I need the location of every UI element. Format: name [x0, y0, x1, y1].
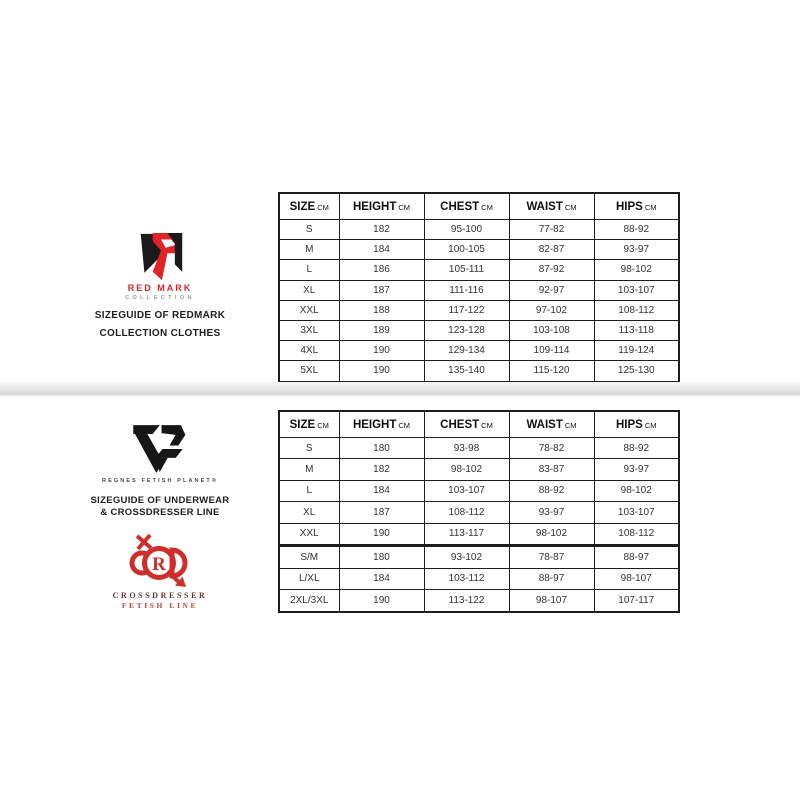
size-label-cell: 4XL [279, 341, 339, 361]
size-label-cell: XL [279, 280, 339, 300]
measurement-cell: 92-97 [509, 280, 594, 300]
measurement-cell: 188 [339, 300, 424, 320]
regnes-fetish-planet-logo-icon [127, 419, 189, 479]
column-header-label: HEIGHT [352, 200, 397, 213]
page-shadow-divider [0, 382, 800, 398]
measurement-cell: 103-107 [424, 480, 509, 501]
size-label-cell: M [279, 459, 339, 480]
size-label-cell: 3XL [279, 320, 339, 340]
column-header-label: WAIST [526, 418, 563, 431]
column-header-unit: CM [481, 420, 493, 430]
column-header-unit: CM [481, 202, 493, 212]
caption-line: & CROSSDRESSER LINE [100, 506, 220, 518]
column-header-unit: CM [398, 420, 411, 430]
measurement-cell: 78-87 [509, 546, 594, 568]
table-row [279, 280, 679, 300]
measurement-cell: 103-108 [509, 320, 594, 340]
measurement-cell: 117-122 [424, 300, 509, 320]
column-header-label: SIZE [289, 418, 316, 431]
measurement-cell: 93-98 [424, 438, 509, 459]
column-header [594, 193, 679, 220]
size-label-cell: S/M [279, 546, 339, 568]
measurement-cell: 88-97 [594, 546, 679, 568]
table-row [279, 590, 679, 612]
underwear-sizeguide-caption [40, 495, 280, 518]
measurement-cell: 184 [339, 240, 424, 260]
redmark-size-table [278, 192, 680, 383]
measurement-cell: 87-92 [509, 260, 594, 280]
measurement-cell: 108-112 [594, 300, 679, 320]
size-label-cell: M [279, 240, 339, 260]
measurement-cell: 190 [339, 523, 424, 545]
table-row [279, 459, 679, 480]
column-header [509, 193, 594, 220]
table-row [279, 438, 679, 459]
table-row [279, 361, 679, 382]
measurement-cell: 93-102 [424, 546, 509, 568]
table-row [279, 523, 679, 545]
table-row [279, 260, 679, 280]
measurement-cell: 98-102 [594, 260, 679, 280]
redmark-sizeguide-caption [40, 307, 280, 342]
regnes-wordmark: REGNES FETISH PLANET® [102, 478, 218, 484]
measurement-cell: 93-97 [594, 459, 679, 480]
measurement-cell: 186 [339, 260, 424, 280]
measurement-cell: 109-114 [509, 341, 594, 361]
column-header-label: CHEST [440, 200, 480, 213]
fetish-line-wordmark: FETISH LINE [121, 600, 199, 610]
column-header [424, 193, 509, 220]
measurement-cell: 77-82 [509, 220, 594, 240]
measurement-cell: 182 [339, 220, 424, 240]
table-row [279, 502, 679, 523]
measurement-cell: 187 [339, 280, 424, 300]
size-label-cell: S [279, 220, 339, 240]
measurement-cell: 182 [339, 459, 424, 480]
measurement-cell: 184 [339, 480, 424, 501]
column-header-unit: CM [398, 202, 411, 212]
measurement-cell: 98-102 [594, 480, 679, 501]
column-header-label: SIZE [289, 200, 316, 213]
table-row [279, 568, 679, 590]
measurement-cell: 111-116 [424, 280, 509, 300]
header-row [279, 193, 679, 220]
size-label-cell: 2XL/3XL [279, 590, 339, 612]
measurement-cell: 88-92 [594, 438, 679, 459]
column-header-label: HIPS [615, 418, 643, 431]
measurement-cell: 123-128 [424, 320, 509, 340]
column-header-unit: CM [644, 420, 657, 430]
measurement-cell: 93-97 [509, 502, 594, 523]
column-header-label: CHEST [440, 418, 480, 431]
measurement-cell: 83-87 [509, 459, 594, 480]
measurement-cell: 98-102 [424, 459, 509, 480]
crd-monogram-letter: R [152, 554, 166, 575]
column-header [509, 411, 594, 438]
measurement-cell: 103-112 [424, 568, 509, 590]
measurement-cell: 82-87 [509, 240, 594, 260]
measurement-cell: 190 [339, 341, 424, 361]
measurement-cell: 108-112 [594, 523, 679, 545]
redmark-wordmark-sub: COLLECTION [125, 294, 195, 301]
column-header [339, 193, 424, 220]
caption-line: COLLECTION CLOTHES [99, 327, 221, 339]
column-header [279, 411, 339, 438]
measurement-cell: 98-107 [509, 590, 594, 612]
measurement-cell: 88-97 [509, 568, 594, 590]
size-label-cell: 5XL [279, 361, 339, 382]
column-header-unit: CM [644, 202, 657, 212]
measurement-cell: 190 [339, 590, 424, 612]
column-header-label: HEIGHT [352, 418, 397, 431]
measurement-cell: 93-97 [594, 240, 679, 260]
table-row [279, 220, 679, 240]
table-row [279, 300, 679, 320]
size-label-cell: L/XL [279, 568, 339, 590]
table-row [279, 546, 679, 568]
measurement-cell: 125-130 [594, 361, 679, 382]
table-row [279, 320, 679, 340]
crossdresser-size-table [278, 545, 680, 613]
measurement-cell: 129-134 [424, 341, 509, 361]
size-label-cell: S [279, 438, 339, 459]
measurement-cell: 98-107 [594, 568, 679, 590]
column-header-unit: CM [564, 202, 577, 212]
red-mark-logo-icon [137, 229, 185, 285]
underwear-size-table [278, 410, 680, 546]
measurement-cell: 187 [339, 502, 424, 523]
column-header-label: WAIST [526, 200, 563, 213]
measurement-cell: 119-124 [594, 341, 679, 361]
table-row [279, 341, 679, 361]
table-row [279, 240, 679, 260]
column-header [424, 411, 509, 438]
column-header [339, 411, 424, 438]
measurement-cell: 180 [339, 438, 424, 459]
measurement-cell: 88-92 [509, 480, 594, 501]
measurement-cell: 78-82 [509, 438, 594, 459]
measurement-cell: 108-112 [424, 502, 509, 523]
column-header-unit: CM [564, 420, 577, 430]
size-label-cell: L [279, 260, 339, 280]
measurement-cell: 184 [339, 568, 424, 590]
measurement-cell: 105-111 [424, 260, 509, 280]
table-row [279, 480, 679, 501]
caption-line: SIZEGUIDE OF UNDERWEAR [90, 495, 230, 506]
header-row [279, 411, 679, 438]
measurement-cell: 190 [339, 361, 424, 382]
redmark-wordmark: RED MARK [127, 283, 193, 293]
size-label-cell: XXL [279, 523, 339, 545]
caption-line: SIZEGUIDE OF REDMARK [94, 310, 226, 321]
size-label-cell: XL [279, 502, 339, 523]
measurement-cell: 135-140 [424, 361, 509, 382]
size-label-cell: XXL [279, 300, 339, 320]
measurement-cell: 88-92 [594, 220, 679, 240]
column-header [594, 411, 679, 438]
size-label-cell: L [279, 480, 339, 501]
measurement-cell: 98-102 [509, 523, 594, 545]
measurement-cell: 103-107 [594, 280, 679, 300]
measurement-cell: 95-100 [424, 220, 509, 240]
crossdresser-wordmark: CROSSDRESSER [112, 591, 208, 600]
measurement-cell: 103-107 [594, 502, 679, 523]
crossdresser-fetish-line-logo-icon [125, 533, 193, 589]
column-header-unit: CM [317, 202, 329, 212]
column-header-unit: CM [317, 420, 329, 430]
measurement-cell: 113-117 [424, 523, 509, 545]
column-header-label: HIPS [615, 200, 643, 213]
measurement-cell: 180 [339, 546, 424, 568]
measurement-cell: 189 [339, 320, 424, 340]
measurement-cell: 100-105 [424, 240, 509, 260]
measurement-cell: 113-122 [424, 590, 509, 612]
measurement-cell: 115-120 [509, 361, 594, 382]
measurement-cell: 113-118 [594, 320, 679, 340]
column-header [279, 193, 339, 220]
measurement-cell: 107-117 [594, 590, 679, 612]
measurement-cell: 97-102 [509, 300, 594, 320]
